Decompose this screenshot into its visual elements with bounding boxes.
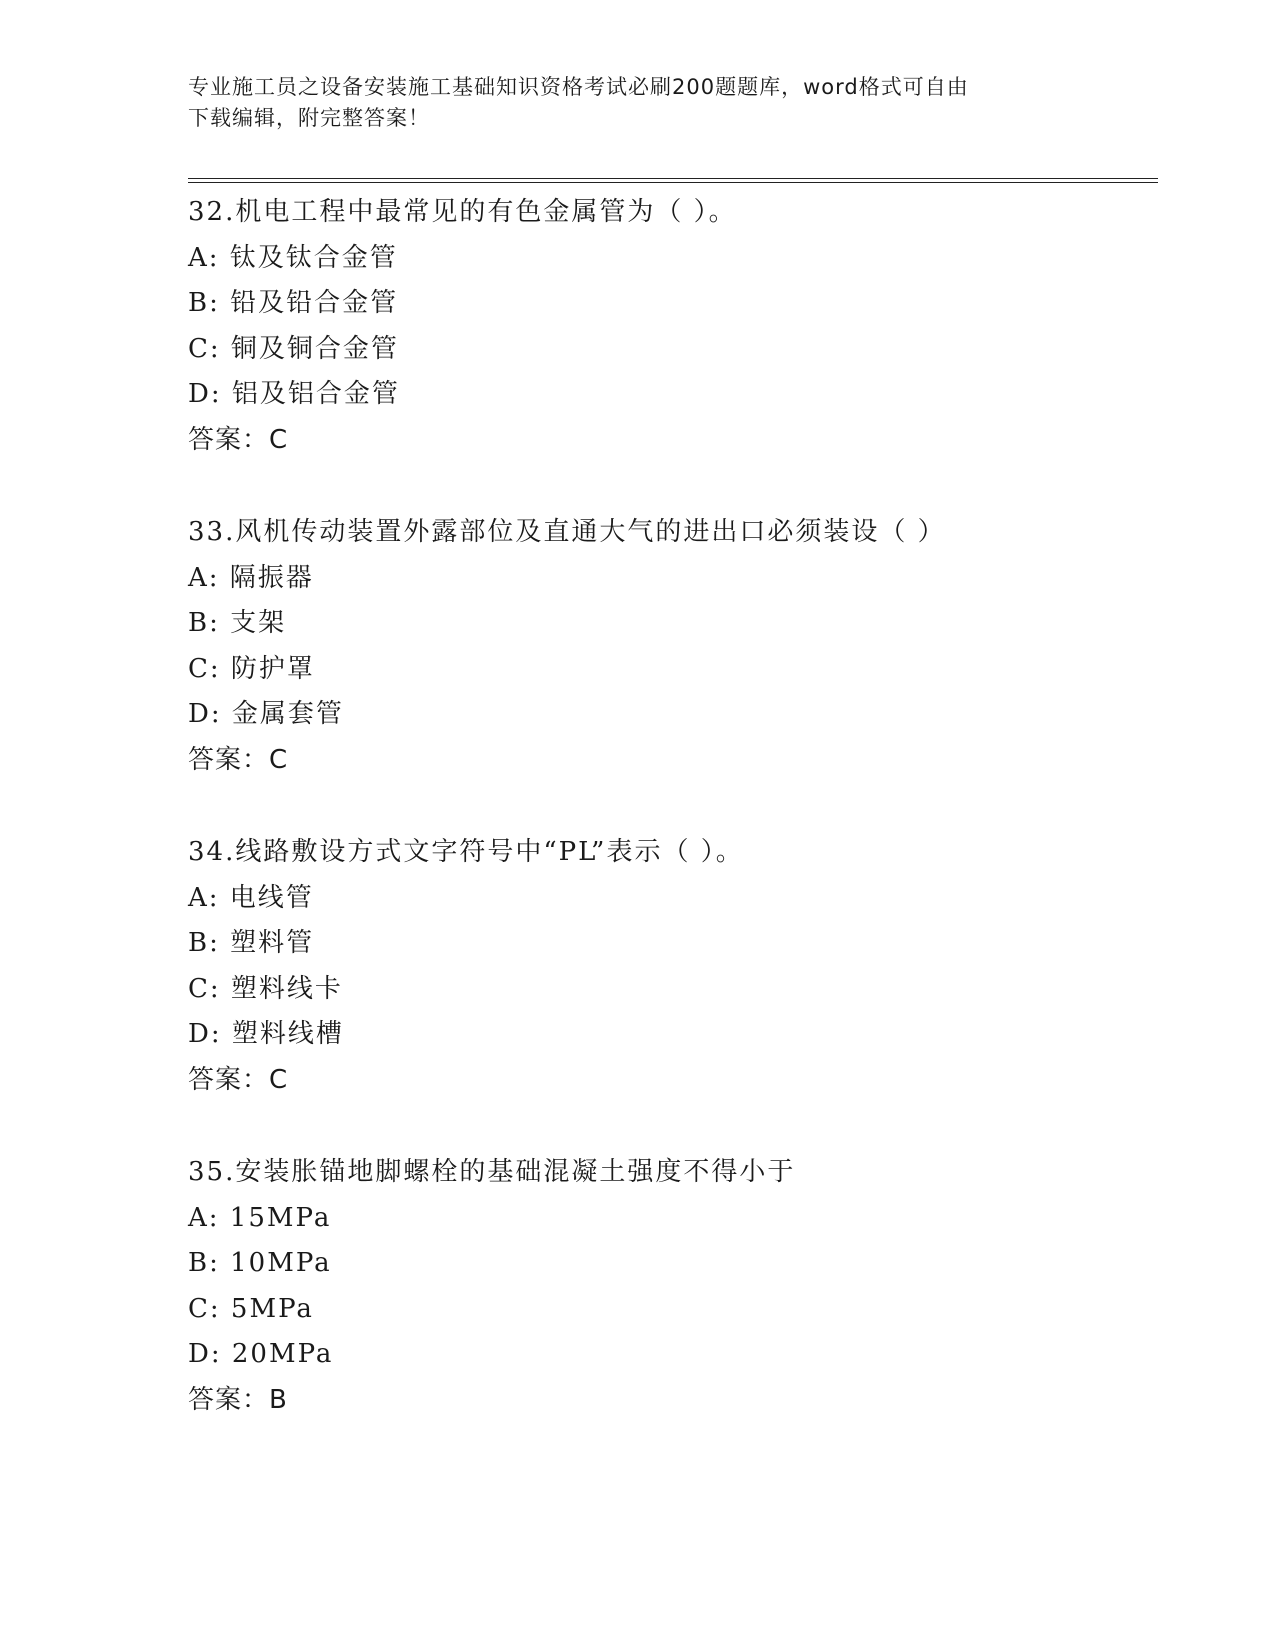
option-d: D: 铝及铝合金管 — [188, 379, 400, 409]
question-stem: 32.机电工程中最常见的有色金属管为（ ）。 — [188, 197, 737, 227]
answer-label: 答案：C — [188, 1064, 289, 1095]
question-34 — [188, 830, 1158, 1150]
question-32 — [188, 190, 1158, 510]
question-stem: 35.安装胀锚地脚螺栓的基础混凝土强度不得小于 — [188, 1157, 796, 1187]
option-d: D: 金属套管 — [188, 699, 344, 729]
option-a: A: 电线管 — [188, 882, 314, 913]
option-b: B: 塑料管 — [188, 928, 315, 958]
option-b: B: 10MPa — [188, 1248, 332, 1278]
option-d: D: 20MPa — [188, 1339, 334, 1369]
question-stem: 33.风机传动装置外露部位及直通大气的进出口必须装设（ ） — [188, 517, 946, 547]
option-b: B: 铅及铅合金管 — [188, 288, 399, 318]
header-line-1: 专业施工员之设备安装施工基础知识资格考试必刷200题题库，word格式可自由 — [188, 75, 969, 99]
option-b: B: 支架 — [188, 608, 287, 638]
header-line-2: 下载编辑，附完整答案！ — [188, 106, 430, 130]
question-list — [188, 190, 1158, 1470]
answer-label: 答案：C — [188, 424, 289, 455]
option-c: C: 5MPa — [188, 1293, 314, 1324]
option-c: C: 塑料线卡 — [188, 973, 343, 1004]
answer-label: 答案：B — [188, 1384, 288, 1415]
question-stem: 34.线路敷设方式文字符号中“PL”表示（ ）。 — [188, 837, 744, 867]
option-d: D: 塑料线槽 — [188, 1019, 344, 1049]
option-a: A: 钛及钛合金管 — [188, 242, 398, 273]
option-c: C: 防护罩 — [188, 653, 315, 684]
document-header — [188, 72, 1088, 134]
option-a: A: 隔振器 — [188, 562, 314, 593]
header-divider — [188, 178, 1158, 183]
question-33 — [188, 510, 1158, 830]
question-35 — [188, 1150, 1158, 1470]
option-a: A: 15MPa — [188, 1202, 332, 1233]
option-c: C: 铜及铜合金管 — [188, 333, 399, 364]
answer-label: 答案：C — [188, 744, 289, 775]
